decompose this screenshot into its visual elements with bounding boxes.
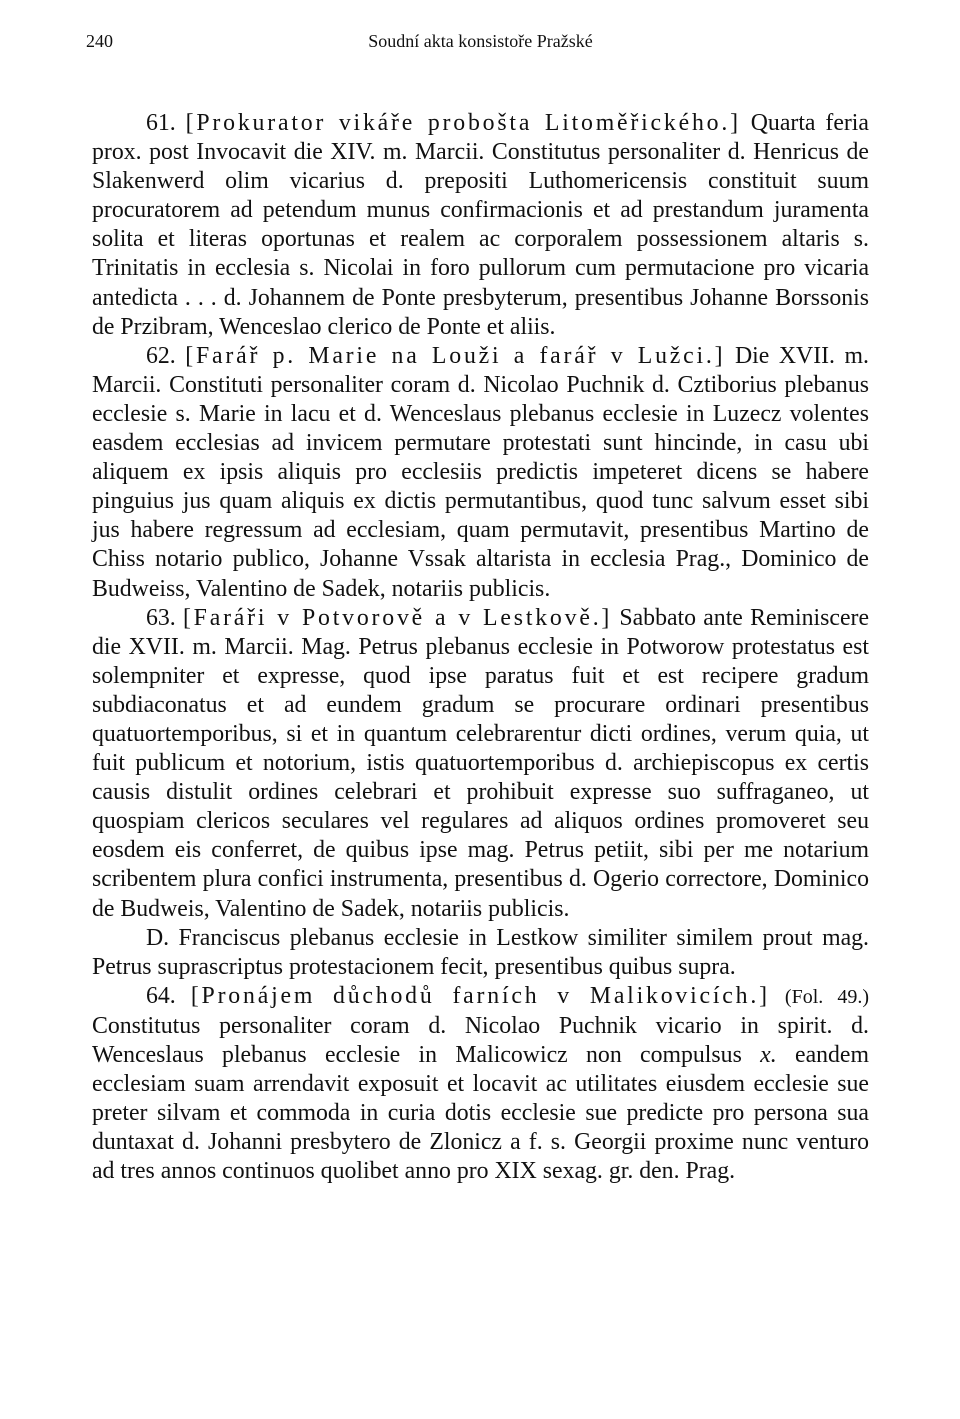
document-page: [86, 26, 870, 1186]
running-head: [86, 26, 869, 56]
entry-text: Sabbato ante Reminiscere die XVII. m. Marcii. Mag. Petrus plebanus ecclesie in Potworow protestatus est solempniter et expresse, quod ipse paratus fuit et est recipere gradum subdiaconatus et ad eundem gradum se procurare ordinari presentibus quatuortemporibus, si et in quantum celebrarentur dicti ordines, verum quia, ut fuit publicum et notorium, istis quatuortemporibus d. archiepiscopus ex certis causis distulit ordines celebrari et prohibuit expresse suo suffraganeo, ut quospiam clericos seculares vel regulares ad aliquos ordines promoveret seu eosdem eis conferret, de quibus ipse mag. Petrus petiit, sibi per me notarium scribentem plura confici instrumenta, presentibus d. Ogerio correctore, Dominico de Budweis, Valentino de Sadek, notariis publicis.: [92, 604, 870, 922]
entry-number: 61.: [146, 110, 176, 136]
entry-63-continuation: [92, 924, 869, 982]
entry-heading: [Prokurator vikáře probošta Litoměřického.]: [185, 110, 741, 136]
page-number: 240: [86, 31, 113, 51]
entry-text-after-mark: eandem ecclesiam suam arrendavit exposuit et locavit ac utilitates eiusdem ecclesie sue preter silvam et commoda in curia dotis ecclesie sue predicte pro persona sua duntaxat d. Johanni presbytero de Zlonicz a f. s. Georgii proxime nunc venturo ad tres annos continuos quolibet anno pro XIX sexag. gr. den. Prag.: [92, 1042, 870, 1185]
entry-number: 62.: [146, 342, 176, 369]
document-body: [92, 109, 869, 1186]
entry-number: 64.: [146, 982, 176, 1009]
entry-63: [92, 604, 869, 924]
entry-text-before-mark: Constitutus personaliter coram d. Nicolao Puchnik vicario in spirit. d. Wenceslaus plebanus ecclesie in Malicowicz non compulsus: [92, 1012, 869, 1068]
entry-heading: [Farář p. Marie na Louži a farář v Lužci.]: [185, 342, 726, 369]
entry-heading: [Pronájem důchodů farních v Malikovicích.]: [190, 982, 770, 1009]
entry-64: [92, 982, 869, 1187]
entry-text: D. Franciscus plebanus ecclesie in Lestkow similiter similem prout mag. Petrus suprascriptus protestacionem fecit, presentibus quibus supra.: [92, 924, 869, 980]
entry-62: [92, 342, 869, 604]
entry-number: 63.: [146, 604, 176, 631]
folio-reference: (Fol. 49.): [784, 985, 870, 1008]
entry-heading: [Faráři v Potvorově a v Lestkově.]: [182, 604, 613, 631]
entry-text: Die XVII. m. Marcii. Constituti personaliter coram d. Nicolao Puchnik d. Cztiborius plebanus ecclesie s. Marie in lacu et d. Wenceslaus plebanus ecclesie in Luzecz volentes easdem ecclesias ad invicem permutare protestati sunt hincinde, in casu ubi aliquem ex ipsis aliquis pro ecclesiis predictis impeteret dicens se habere pinguius jus quam aliquis ex dictis permutantibus, quod tunc salvum esset sibi jus habere regressum ad ecclesiam, quam permutavit, presentibus Martino de Chiss notario publico, Johanne Vssak altarista in ecclesia Prag., Dominico de Budweiss, Valentino de Sadek, notariis publicis.: [92, 342, 870, 602]
entry-61: [92, 109, 869, 342]
entry-text: Quarta feria prox. post Invocavit die XIV. m. Marcii. Constitutus personaliter d. Henricus de Slakenwerd olim vicarius d. prepositi Luthomericensis constituit suum procuratorem ad petendum munus confirmacionis et ad prestandum juramenta solita et literas oportunas et realem ac corporalem possessionem altaris s. Trinitatis in ecclesia s. Nicolai in foro pullorum cum permutacione pro vicaria antedicta . . . d. Johannem de Ponte presbyterum, presentibus Johanne Borssonis de Przibram, Wenceslao clerico de Ponte et aliis.: [92, 110, 869, 340]
running-title: Soudní akta konsistoře Pražské: [368, 31, 593, 51]
italic-x-mark: x.: [760, 1042, 777, 1068]
